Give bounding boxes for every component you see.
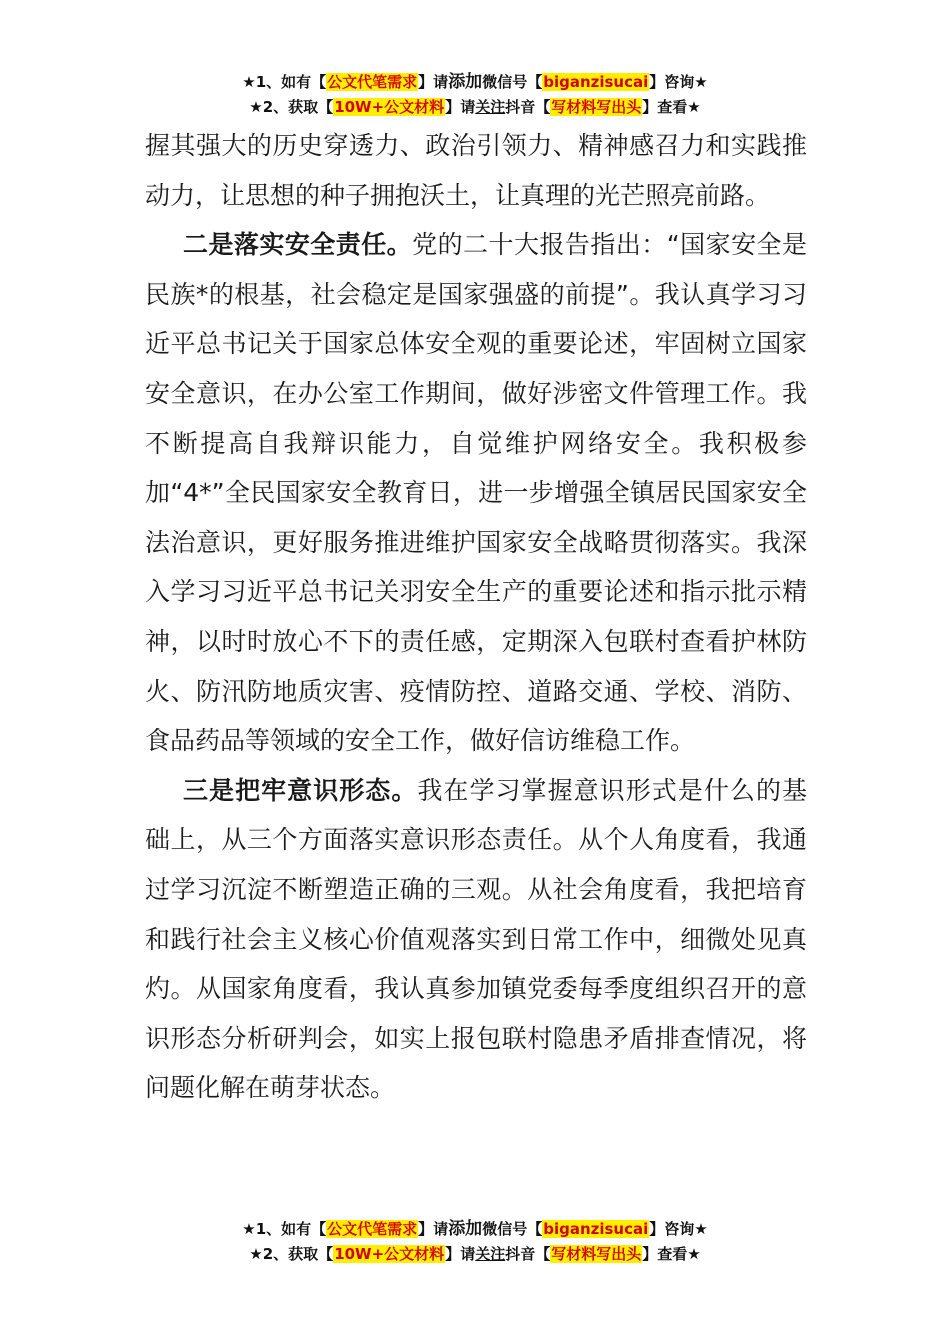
- banner-text: ★2、获取【: [249, 98, 334, 116]
- banner-text: 】请: [445, 1245, 476, 1263]
- banner-highlight: 10W+公文材料: [334, 1245, 445, 1263]
- paragraph-text: 党的二十大报告指出：“国家安全是民族*的根基，社会稳定是国家强盛的前提”。我认真学习习近平总书记关于国家总体安全观的重要论述，牢固树立国家安全意识，在办公室工作期间，做好涉密文件管理工作。我不断提高自我辩识能力，自觉维护网络安全。我积极参加“4*”全民国家安全教育日，进一步增强全镇居民国家安全法治意识，更好服务推进维护国家安全战略贯彻落实。我深入学习习近平总书记关羽安全生产的重要论述和指示批示精神，以时时放心不下的责任感，定期深入包联村查看护林防火、防汛防地质灾害、疫情防控、道路交通、学校、消防、食品药品等领域的安全工作，做好信访维稳工作。: [145, 230, 807, 756]
- banner-highlight-douyin: 写材料写出头: [551, 1245, 642, 1263]
- banner-text-underlined: 关注: [475, 1245, 506, 1263]
- banner-line-2: [0, 1242, 950, 1267]
- bottom-banner: [0, 1217, 950, 1267]
- banner-text: 】咨询★: [649, 1220, 708, 1238]
- banner-text: 】请: [418, 73, 449, 91]
- banner-text-emphasis: 添加: [448, 1219, 483, 1239]
- banner-text: 】请: [445, 98, 476, 116]
- banner-text: 】查看★: [642, 1245, 701, 1263]
- paragraph-security: [145, 220, 807, 766]
- banner-text: 】查看★: [642, 98, 701, 116]
- banner-text: 微信号【: [482, 1220, 543, 1238]
- banner-highlight: 10W+公文材料: [334, 98, 445, 116]
- banner-text: 】请: [418, 1220, 449, 1238]
- banner-highlight-douyin: 写材料写出头: [551, 98, 642, 116]
- banner-highlight: 公文代笔需求: [327, 73, 418, 91]
- banner-highlight-wechat: biganzisucai: [543, 1220, 649, 1238]
- paragraph-lead: 二是落实安全责任。: [183, 230, 413, 260]
- banner-text: 】咨询★: [649, 73, 708, 91]
- top-banner: [0, 70, 950, 120]
- banner-text: ★1、如有【: [242, 73, 327, 91]
- banner-line-1: [0, 1217, 950, 1242]
- banner-highlight: 公文代笔需求: [327, 1220, 418, 1238]
- banner-highlight-wechat: biganzisucai: [543, 73, 649, 91]
- paragraph-text: 我在学习掌握意识形式是什么的基础上，从三个方面落实意识形态责任。从个人角度看，我通过学习沉淀不断塑造正确的三观。从社会角度看，我把培育和践行社会主义核心价值观落实到日常工作中，细微处见真灼。从国家角度看，我认真参加镇党委每季度组织召开的意识形态分析研判会，如实上报包联村隐患矛盾排查情况，将问题化解在萌芽状态。: [145, 775, 807, 1103]
- banner-text-emphasis: 添加: [448, 72, 483, 92]
- banner-text: 微信号【: [482, 73, 543, 91]
- paragraph-lead: 三是把牢意识形态。: [183, 775, 418, 805]
- document-body: [145, 121, 807, 1113]
- paragraph-ideology: [145, 766, 807, 1113]
- banner-text: 抖音【: [505, 1245, 551, 1263]
- banner-text: 抖音【: [505, 98, 551, 116]
- banner-text: ★1、如有【: [242, 1220, 327, 1238]
- paragraph-continued: 握其强大的历史穿透力、政治引领力、精神感召力和实践推动力，让思想的种子拥抱沃土，让真理的光芒照亮前路。: [145, 131, 807, 210]
- banner-line-2: [0, 95, 950, 120]
- banner-text: ★2、获取【: [249, 1245, 334, 1263]
- banner-text-underlined: 关注: [475, 98, 506, 116]
- banner-line-1: [0, 70, 950, 95]
